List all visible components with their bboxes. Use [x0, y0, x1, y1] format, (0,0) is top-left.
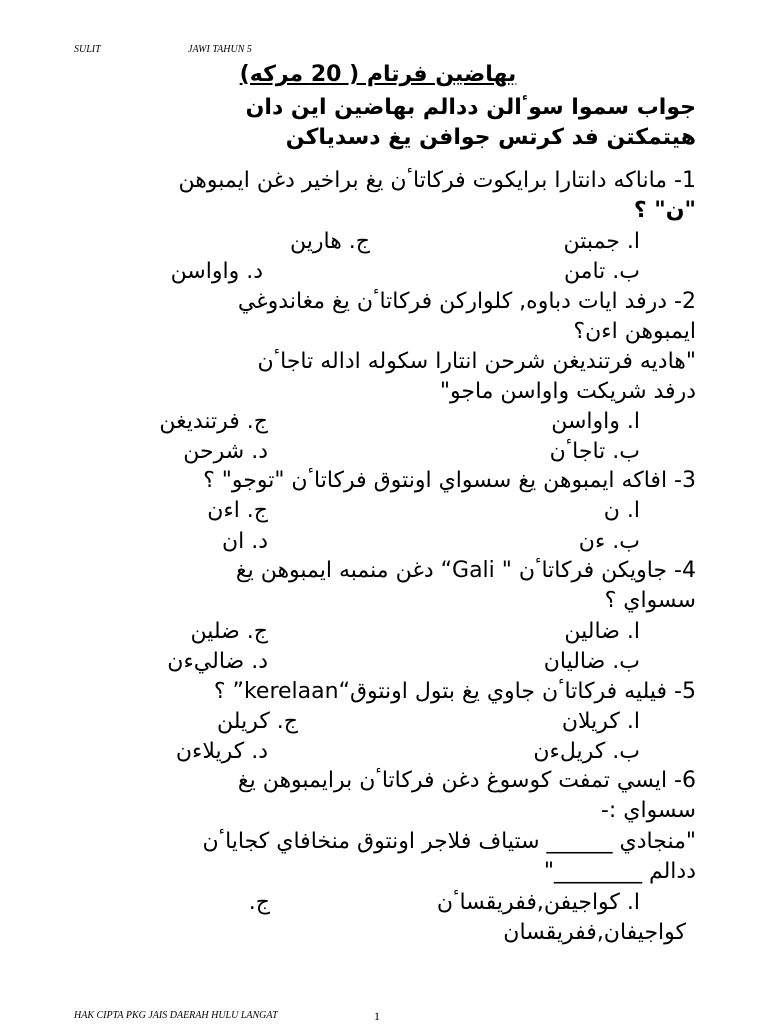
- header-left-label: SULIT: [74, 44, 101, 55]
- question-5-option-a: ا. كريلان: [561, 709, 640, 734]
- question-6-option-c: ج.: [248, 890, 270, 915]
- question-3-option-b: ب. ءن: [578, 529, 640, 554]
- question-2-option-a: ا. واواسن: [551, 409, 640, 434]
- header-right-label: JAWI TAHUN 5: [188, 44, 252, 55]
- question-6-option-c-continued: كواجيفان,ففريقسان: [503, 920, 686, 945]
- question-2-option-b: ب. تاجاٴن: [549, 439, 640, 464]
- question-1-option-d: د. واواسن: [170, 259, 263, 284]
- question-1-option-c: ج. هارين: [290, 229, 370, 254]
- question-2-quote-2: درفد شريكت واواسن ماجو": [439, 379, 696, 404]
- question-4-option-d: د. ضاليءن: [167, 649, 268, 674]
- question-6-quote-2: ددالم ________": [543, 859, 696, 884]
- question-1-line-2: "ن" ؟: [633, 198, 696, 223]
- question-1-line-1: 1- ماناكه دانتارا برايكوت فركاتاٴن يغ براخير دغن ايمبوهن: [178, 168, 696, 193]
- section-title: [60, 60, 696, 90]
- question-3-option-d: د. ان: [221, 529, 268, 554]
- question-6-option-a: ا. كواجيفن,ففريقساٴن: [436, 890, 640, 915]
- section-title-text: بهاضين فرتام ( 20 مركه): [239, 62, 517, 87]
- question-4-option-b: ب. ضاليان: [543, 649, 640, 674]
- question-4-line-2: سسواي ؟: [604, 588, 696, 613]
- instruction-line-1: جواب سموا سوٴالن ددالم بهاضين اين دان: [245, 95, 696, 120]
- instruction-line-2: هيتمكتن فد كرتس جوافن يغ دسدياكن: [285, 125, 696, 150]
- question-1-option-b: ب. تامن: [563, 259, 640, 284]
- question-3-option-c: ج. اءن: [207, 498, 268, 523]
- question-3-line-1: 3- افاكه ايمبوهن يغ سسواي اونتوق فركاتاٴن "توجو" ؟: [203, 468, 696, 493]
- question-5-line-1: 5- فيليه فركاتاٴن جاوي يغ بتول اونتوق“kerelaan” ؟: [213, 679, 696, 704]
- question-2-line-2: ايمبوهن اءن؟: [573, 319, 696, 344]
- question-4-option-a: ا. ضالين: [564, 619, 640, 644]
- page-number: 1: [374, 1009, 380, 1023]
- question-6-quote-1: "منجادي ______ ستياف فلاجر اونتوق منخافاي كجاياٴن: [202, 829, 696, 854]
- question-2-option-c: ج. فرتنديغن: [159, 409, 268, 434]
- question-6-line-2: سسواي :-: [600, 798, 696, 823]
- question-1-option-a: ا. جمبتن: [563, 229, 640, 254]
- question-2-option-d: د. شرحن: [183, 439, 268, 464]
- question-2-line-1: 2- درفد ايات دباوه, كلواركن فركاتاٴن يغ مغاندوغي: [237, 289, 696, 314]
- question-2-quote-1: "هاديه فرتنديغن شرحن انتارا سكوله اداله تاجاٴن: [257, 349, 696, 374]
- footer-copyright: HAK CIPTA PKG JAIS DAERAH HULU LANGAT: [74, 1010, 278, 1021]
- question-5-option-c: ج. كريلن: [217, 709, 298, 734]
- question-3-option-a: ا. ن: [603, 498, 640, 523]
- question-5-option-d: د. كريلاءن: [175, 739, 268, 764]
- question-5-option-b: ب. كريلءن: [533, 739, 640, 764]
- question-6-line-1: 6- ايسي تمفت كوسوغ دغن فركاتاٴن برايمبوهن يغ: [237, 768, 696, 793]
- question-4-option-c: ج. ضلين: [190, 619, 268, 644]
- question-4-line-1: 4- جاويكن فركاتاٴن " Gali“ دغن منمبه ايمبوهن يغ: [235, 558, 696, 583]
